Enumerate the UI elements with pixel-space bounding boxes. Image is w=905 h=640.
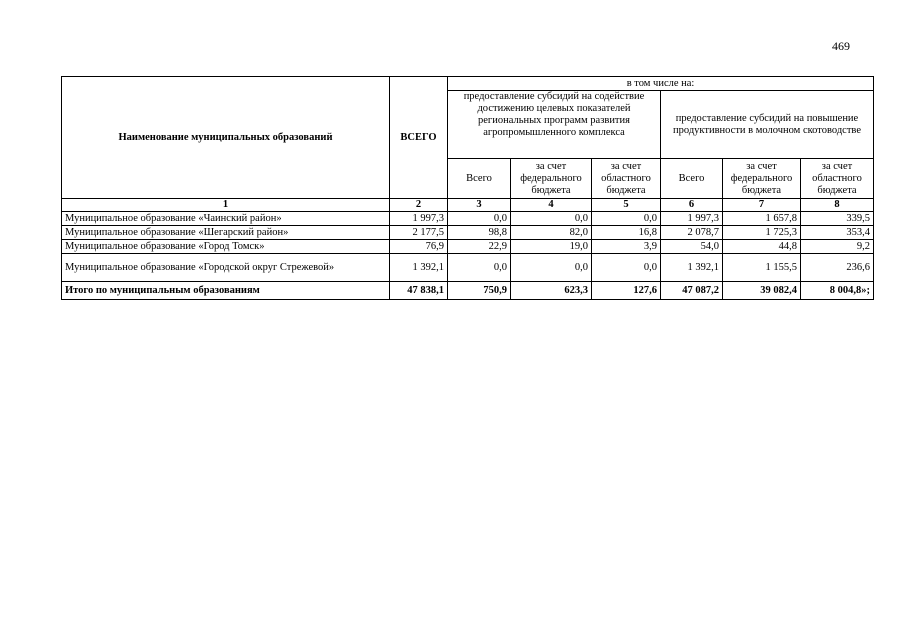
total-row <box>62 282 874 300</box>
cell-group1-federal: 82,0 <box>511 226 592 240</box>
header-group-dairy-productivity: предоставление субсидий на повышение продуктивности в молочном скотоводстве <box>661 91 874 159</box>
cell-group1-total: 0,0 <box>448 212 511 226</box>
header-group2-federal: за счет федерального бюджета <box>723 159 801 199</box>
total-cell-group2-total: 47 087,2 <box>661 282 723 300</box>
cell-total: 1 997,3 <box>390 212 448 226</box>
total-row-name: Итого по муниципальным образованиям <box>62 282 390 300</box>
table-row <box>62 240 874 254</box>
subsidy-table <box>61 76 874 300</box>
cell-total: 76,9 <box>390 240 448 254</box>
cell-group2-regional: 236,6 <box>801 254 874 282</box>
cell-group1-regional: 16,8 <box>592 226 661 240</box>
total-cell-group1-total: 750,9 <box>448 282 511 300</box>
column-number: 2 <box>390 199 448 212</box>
cell-group2-total: 54,0 <box>661 240 723 254</box>
cell-group2-federal: 1 725,3 <box>723 226 801 240</box>
row-name: Муниципальное образование «Шегарский район» <box>62 226 390 240</box>
column-number: 4 <box>511 199 592 212</box>
page-number: 469 <box>832 39 850 53</box>
cell-total: 2 177,5 <box>390 226 448 240</box>
header-group1-regional: за счет областного бюджета <box>592 159 661 199</box>
table-row <box>62 254 874 282</box>
cell-group1-regional: 0,0 <box>592 254 661 282</box>
cell-group1-federal: 19,0 <box>511 240 592 254</box>
cell-group2-regional: 339,5 <box>801 212 874 226</box>
cell-group1-regional: 3,9 <box>592 240 661 254</box>
cell-group2-federal: 1 155,5 <box>723 254 801 282</box>
cell-group1-federal: 0,0 <box>511 254 592 282</box>
row-name: Муниципальное образование «Чаинский район» <box>62 212 390 226</box>
row-name: Муниципальное образование «Город Томск» <box>62 240 390 254</box>
total-cell-group2-federal: 39 082,4 <box>723 282 801 300</box>
total-cell-total: 47 838,1 <box>390 282 448 300</box>
cell-group1-regional: 0,0 <box>592 212 661 226</box>
cell-group2-total: 1 997,3 <box>661 212 723 226</box>
total-cell-group1-federal: 623,3 <box>511 282 592 300</box>
column-number: 5 <box>592 199 661 212</box>
column-number: 6 <box>661 199 723 212</box>
column-number: 1 <box>62 199 390 212</box>
header-group2-total: Всего <box>661 159 723 199</box>
cell-group2-regional: 353,4 <box>801 226 874 240</box>
header-group-agro-programs: предоставление субсидий на содействие достижению целевых показателей региональных программ развития агропромышленного комплекса <box>448 91 661 159</box>
header-group2-regional: за счет областного бюджета <box>801 159 874 199</box>
header-group1-federal: за счет федерального бюджета <box>511 159 592 199</box>
row-name: Муниципальное образование «Городской округ Стрежевой» <box>62 254 390 282</box>
header-group1-total: Всего <box>448 159 511 199</box>
column-number: 3 <box>448 199 511 212</box>
cell-total: 1 392,1 <box>390 254 448 282</box>
header-total-column: ВСЕГО <box>390 77 448 199</box>
table-row <box>62 226 874 240</box>
cell-group1-federal: 0,0 <box>511 212 592 226</box>
header-name-column: Наименование муниципальных образований <box>62 77 390 199</box>
total-cell-group2-regional: 8 004,8»; <box>801 282 874 300</box>
cell-group2-federal: 44,8 <box>723 240 801 254</box>
cell-group2-federal: 1 657,8 <box>723 212 801 226</box>
cell-group2-total: 1 392,1 <box>661 254 723 282</box>
cell-group2-total: 2 078,7 <box>661 226 723 240</box>
cell-group1-total: 0,0 <box>448 254 511 282</box>
table-row <box>62 212 874 226</box>
cell-group1-total: 22,9 <box>448 240 511 254</box>
column-number: 8 <box>801 199 874 212</box>
header-including: в том числе на: <box>448 77 874 91</box>
total-cell-group1-regional: 127,6 <box>592 282 661 300</box>
column-numbers-row <box>62 199 874 212</box>
cell-group1-total: 98,8 <box>448 226 511 240</box>
column-number: 7 <box>723 199 801 212</box>
cell-group2-regional: 9,2 <box>801 240 874 254</box>
